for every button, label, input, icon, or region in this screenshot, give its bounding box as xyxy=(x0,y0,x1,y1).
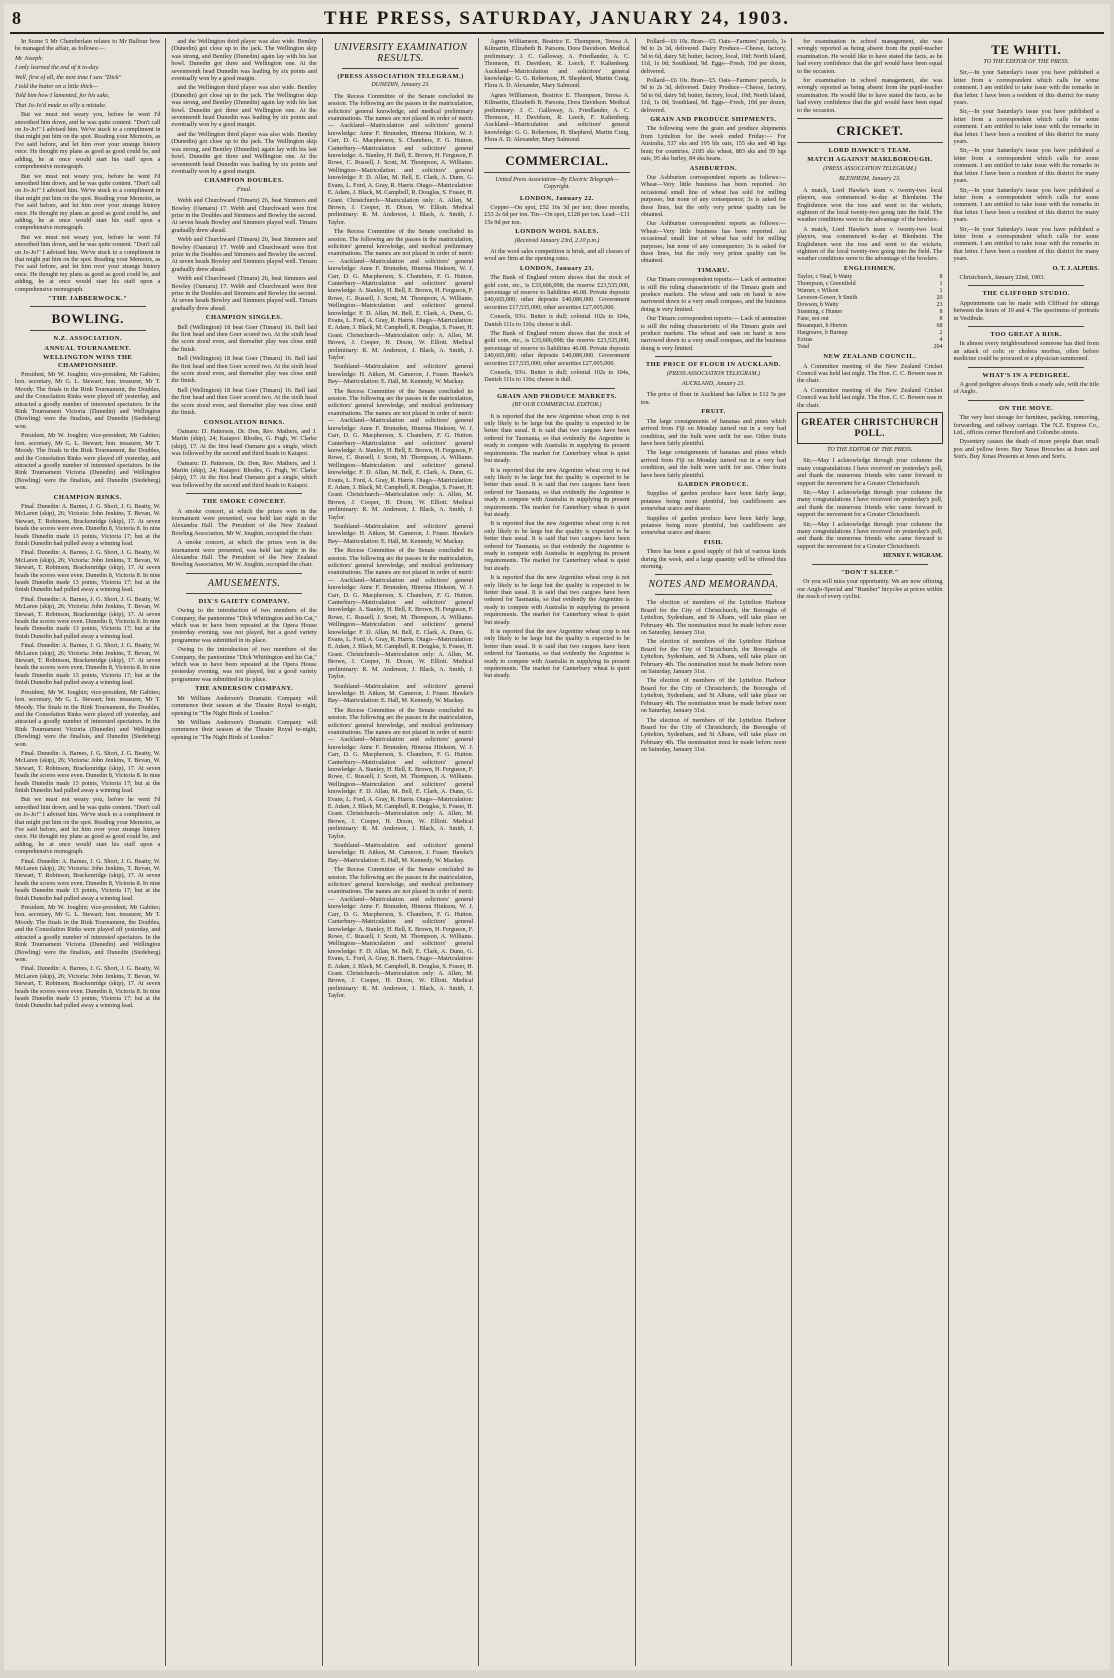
subheading: THE SMOKE CONCERT. xyxy=(202,498,286,506)
column-4 xyxy=(479,38,635,1666)
verse-line: I only learned the end of it to-day. xyxy=(15,64,100,72)
article-body: and the Wellington third player was also wide. Bentley (Dunedin) got close up to the jack. The Wellington skip was strong, and Bentley (Dunedin) again lay with his last bowl. Dunedin got three and Wellington one. At the seventeenth head Dunedin was leading by six points and eventually won by a good margin. xyxy=(171,38,317,83)
advert-body: Or you will miss your opportunity. We are now offering our Anglo-Special and "Rumber" bicycles at prices within the reach of every cyclist. xyxy=(797,578,943,600)
article-body: A smoke concert, at which the prizes won in the tournament were presented, was held last night in the Alexandra Hall. The President of the New Zealand Bowling Association, Mr W. Joughin, occupied the chair. xyxy=(171,539,317,569)
subheading: MATCH AGAINST MARLBOROUGH. xyxy=(807,156,933,164)
table-row xyxy=(797,288,942,295)
article-body: The Bank of England return shows that the stock of gold coin, etc., is £33,606,098; the reserve £23,535,000, percentage of reserve to liabilities 46.08. Private deposits £40,665,000; other deposits £40,086,000. Government securities £17,535,000; other securities £27,005,000. xyxy=(484,330,630,367)
article-body: The price of flour in Auckland has fallen to £12 5s per ton. xyxy=(640,391,787,406)
article-body: Southland—Matriculation and solicitors' general knowledge: H. Aitken, M. Cameron, J. Fraser. Hawke's Bay—Matriculation: E. Hall, M. Kennedy, W. Mackay. xyxy=(327,522,474,545)
subheading: THE PRICE OF FLOUR IN AUCKLAND. xyxy=(645,361,781,369)
article-body: The Recess Committee of the Senate concluded its session. The following are the passes in the matriculation, solicitors' general knowledge, and medical preliminary examinations. The names are not placed in order of merit:— Auckland—Matriculation and solicitors' general knowledge: Anne F. Brunsden, Hinerua Hinkson, W. J. Carr, D. G. Macpherson, S. Chambers, F. G. Hutton. Canterbury—Matriculation and solicitors' general knowledge: A. Stanley, H. Bell, E. Brown, H. Ferguson, F. Rowe, C. Russell, J. Scott, M. Thompson, A. Williams. Wellington—Matriculation and solicitors' general knowledge: F. D. Allan, M. Bell, E. Clark, A. Dunn, G. Evans, L. Ford, A. Gray, R. Harris. Otago—Matriculation: E. Adam, J. Black, M. Campbell, R. Douglas, S. Fraser, H. Grant. Christchurch—Matriculation only: A. Allen, M. Brown, J. Cooper, H. Dixon, W. Elliott. Medical preliminary: R. M. Anderson, J. Black, A. Smith, J. Taylor. xyxy=(327,866,474,1000)
scorecard-title: ENGLISHMEN. xyxy=(843,264,896,272)
letter-body: Sir,—In your Saturday's issue you have published a letter from a correspondent which calls for some comment. I am entitled to take issue with the remarks in that letter. I have been a resident of this district for many years. xyxy=(953,186,1099,224)
article-body: President, Mr W. Joughin; vice-president, Mr Gabites; hon. secretary, Mr G. L. Stewart; hon. treasurer, Mr T. Moody. The finals in the Rink Tournament, the Doubles, and the Consolation Rinks were played off yesterday, and attracted a goodly number of interested spectators. In the Rink Tournament Victoria (Dunedin) and Wellington (Bowling) were the finalists, and Dunedin (Siedeberg) won. xyxy=(15,432,161,492)
article-body: Consols, 93¼. Butter is dull; colonial 102s to 104s, Danish 111s to 116s; cheese is dull. xyxy=(484,313,630,328)
article-body: Our Timaru correspondent reports:— Lack of animation is still the ruling characteristic of the Timaru grain and produce markets. The wheat and oats on hand is now narrowed down to a very small compass, and the business doing is very limited. xyxy=(640,276,787,313)
batsman-name: Hargreave, b Burnup xyxy=(797,330,848,337)
section-heading: UNIVERSITY EXAMINATION RESULTS. xyxy=(333,42,468,64)
article-body: Webb and Churchward (Timaru) 26, beat Simmers and Bowley (Oamaru) 17. Webb and Churchward were first prize in the Doubles and Simmers and Bowley the second. At seven heads Bowley and Simmers played well. Timaru gradually drew ahead. xyxy=(171,275,317,312)
article-body: The election of members of the Lyttelton Harbour Board for the City of Christchurch, the Boroughs of Lyttelton, Sydenham, and St Albans, will take place on February 4th. The nomination must be made before noon on Saturday, January 31st. xyxy=(640,599,787,637)
article-body: A Committee meeting of the New Zealand Cricket Council was held last night. The Hon. C. C. Bowen was in the chair. xyxy=(797,386,943,409)
article-body: But we must not weary you, before he went I'd smoothed him down, and he was quite content. "Don't call on Jo-Jo!" I advised him. We've stuck to a compliment in that might put him on the spot. Reading your Memoirs, as I've said before, and let him over your strange history once. He thought my plans as good as good could be, and adding, he at once would start his staff upon a comprehensive monograph. xyxy=(15,796,161,856)
article-body: The Recess Committee of the Senate concluded its session. The following are the passes in the matriculation, solicitors' general knowledge, and medical preliminary examinations. The names are not placed in order of merit:— Auckland—Matriculation and solicitors' general knowledge: Anne F. Brunsden, Hinerua Hinkson, W. J. Carr, D. G. Macpherson, S. Chambers, F. G. Hutton. Canterbury—Matriculation and solicitors' general knowledge: A. Stanley, H. Bell, E. Brown, H. Ferguson, F. Rowe, C. Russell, J. Scott, M. Thompson, A. Williams. Wellington—Matriculation and solicitors' general knowledge: F. D. Allan, M. Bell, E. Clark, A. Dunn, G. Evans, L. Ford, A. Gray, R. Harris. Otago—Matriculation: E. Adam, J. Black, M. Campbell, R. Douglas, S. Fraser, H. Grant. Christchurch—Matriculation only: A. Allen, M. Brown, J. Cooper, H. Dixon, W. Elliott. Medical preliminary: R. M. Anderson, J. Black, A. Smith, J. Taylor. xyxy=(327,92,474,226)
advert-body: In almost every neighbourhood someone has died from an attack of colic or cholera morbus, often before medicine could be procured or a physician summoned. xyxy=(953,340,1099,363)
subheading: (Received January 23rd, 2.10 p.m.) xyxy=(514,237,600,244)
advert-heading: WHAT'S IN A PEDIGREE. xyxy=(982,371,1071,379)
advert-body: Appointments can be made with Clifford for sittings between the hours of 10 and 4. The specimens of portraits in Vestibule. xyxy=(953,299,1099,322)
subheading: CHAMPION DOUBLES. xyxy=(204,177,284,185)
divider xyxy=(484,172,629,173)
article-body: Sir,—May I acknowledge through your columns the many congratulations I have received on yesterday's poll, and thank the numerous friends who came forward to support the movement for a Greater Christchurch. xyxy=(797,457,943,487)
article-body: Webb and Churchward (Timaru) 26, beat Simmers and Bowley (Oamaru) 17. Webb and Churchward were first prize in the Doubles and Simmers and Bowley the second. At seven heads Bowley and Simmers played well. Timaru gradually drew ahead. xyxy=(171,197,317,234)
batsman-name: Fane, not out xyxy=(797,316,829,323)
divider xyxy=(812,564,928,565)
article-body: The election of members of the Lyttelton Harbour Board for the City of Christchurch, the Boroughs of Lyttelton, Sydenham, and St Albans, will take place on February 4th. The nomination must be made before noon on Saturday, January 31st. xyxy=(640,638,787,676)
article-body: Our Timaru correspondent reports:— Lack of animation is still the ruling characteristic of the Timaru grain and produce markets. The wheat and oats on hand is now narrowed down to a very small compass, and the business doing is very limited. xyxy=(640,315,787,352)
section-heading: CRICKET. xyxy=(836,123,904,139)
subheading: NEW ZEALAND COUNCIL. xyxy=(823,353,917,361)
verse-line: That Jo-Jo'd made so silly a mistake. xyxy=(15,101,107,109)
column-2 xyxy=(166,38,322,1666)
dateline: DUNEDIN, January 23. xyxy=(371,82,430,89)
subheading: TIMARU. xyxy=(697,266,730,274)
total-runs: 204 xyxy=(933,344,943,351)
divider xyxy=(968,400,1084,401)
article-body: There has been a good supply of fish of various kinds during the week, and a large quantity will be offered this morning. xyxy=(640,548,787,570)
runs: 4 xyxy=(939,337,943,344)
article-body: Southland—Matriculation and solicitors' general knowledge: H. Aitken, M. Cameron, J. Fraser. Hawke's Bay—Matriculation: E. Hall, M. Kennedy, W. Mackay. xyxy=(327,682,474,705)
total-label: Total xyxy=(797,344,810,351)
article-body: At the wool sales competition is brisk, and all classes of wool are firm at the opening rates. xyxy=(484,247,630,263)
table-row xyxy=(797,295,942,302)
verse-line: Told him how I lamented, for his sake, xyxy=(15,92,110,100)
batsman-name: Dowson, b Watty xyxy=(797,302,839,309)
article-body: Sir,—May I acknowledge through your columns the many congratulations I have received on yesterday's poll, and thank the numerous friends who came forward to support the movement for a Greater Christchurch. xyxy=(797,520,943,550)
article-body: The Recess Committee of the Senate concluded its session. The following are the passes in the matriculation, solicitors' general knowledge, and medical preliminary examinations. The names are not placed in order of merit:— Auckland—Matriculation and solicitors' general knowledge: Anne F. Brunsden, Hinerua Hinkson, W. J. Carr, D. G. Macpherson, S. Chambers, F. G. Hutton. Canterbury—Matriculation and solicitors' general knowledge: A. Stanley, H. Bell, E. Brown, H. Ferguson, F. Rowe, C. Russell, J. Scott, M. Thompson, A. Williams. Wellington—Matriculation and solicitors' general knowledge: F. D. Allan, M. Bell, E. Clark, A. Dunn, G. Evans, L. Ford, A. Gray, R. Harris. Otago—Matriculation: E. Adam, J. Black, M. Campbell, R. Douglas, S. Fraser, H. Grant. Christchurch—Matriculation only: A. Allen, M. Brown, J. Cooper, H. Dixon, W. Elliott. Medical preliminary: R. M. Anderson, J. Black, A. Smith, J. Taylor. xyxy=(327,387,474,521)
table-row xyxy=(797,281,942,288)
subheading: TO THE EDITOR OF THE PRESS. xyxy=(983,59,1069,65)
article-body: Oamaru: D. Patterson, Dr. Don, Rev. Mathers, and J. Martin (skip), 24; Kaiapoi: Rhodes, G. Pugh, W. Clarke (skip), 17. At the first head Oamaru got a single, which was followed by the second and third heads to Kaiapoi. xyxy=(171,459,317,489)
section-heading: NOTES AND MEMORANDA. xyxy=(648,579,779,591)
verse-line: Mr Joseph: xyxy=(15,54,44,62)
batsman-name: Extras xyxy=(797,337,813,344)
article-body: and the Wellington third player was also wide. Bentley (Dunedin) got close up to the jack. The Wellington skip was strong, and Bentley (Dunedin) again lay with his last bowl. Dunedin got three and Wellington one. At the seventeenth head Dunedin was leading by six points and eventually won by a good margin. xyxy=(171,84,317,129)
divider xyxy=(499,388,615,389)
article-body: Southland—Matriculation and solicitors' general knowledge: H. Aitken, M. Cameron, J. Fraser. Hawke's Bay—Matriculation: E. Hall, M. Kennedy, W. Mackay. xyxy=(327,363,474,386)
section-heading: COMMERCIAL. xyxy=(505,152,609,168)
article-body: Sir,—May I acknowledge through your columns the many congratulations I have received on yesterday's poll, and thank the numerous friends who came forward to support the movement for a Greater Christchurch. xyxy=(797,489,943,519)
article-body: The large consignments of bananas and pines which arrived from Fiji on Monday turned out in a very bad condition, and the bulk were unfit for use. Other fruits have been fairly plentiful. xyxy=(640,417,787,447)
article-body: Mr William Anderson's Dramatic Company will commence their season at the Theatre Royal to-night, opening in "The Night Birds of London." xyxy=(171,718,317,741)
divider xyxy=(30,306,146,307)
advert-body: Dysentery causes the death of more people than small pox and yellow fever. Buy Xmas Brooches at Jones and Son's. Buy Xmas Presents at Jones and Son's. xyxy=(953,438,1099,461)
subheading: Final. xyxy=(236,186,252,193)
subheading: DIX'S GAIETY COMPANY. xyxy=(198,597,290,605)
subheading: LORD HAWKE'S TEAM. xyxy=(828,147,912,155)
letter-date: Christchurch, January 22nd, 1903. xyxy=(959,273,1045,281)
poem-heading: "THE JABBERWOCK." xyxy=(48,295,128,302)
article-body: Copper—On spot, £52 16s 3d per ton; three months, £53 2s 6d per ton. Tin—On spot, £128 per ton. Lead—£11 15s 9d per ton. xyxy=(484,203,630,226)
advert-heading: "DON'T SLEEP." xyxy=(840,568,899,576)
article-body: It is reported that the new Argentine wheat crop is not only likely to be large but the quality is expected to be better than usual. It is said that two cargoes have been ordered for Tasmania, so that evidently the Argentine is ready to compete with Australia in supplying its present requirements. The market for Canterbury wheat is quiet but steady. xyxy=(484,520,630,572)
article-body: for examination in school management, she was wrongly reported as being absent from the pupil-teacher examination. He would like to have stated the facts, as he had every confidence that the girl would have been equal to the occasion. xyxy=(797,38,943,75)
article-body: Webb and Churchward (Timaru) 26, beat Simmers and Bowley (Oamaru) 17. Webb and Churchward were first prize in the Doubles and Simmers and Bowley the second. At seven heads Bowley and Simmers played well. Timaru gradually drew ahead. xyxy=(171,236,317,273)
subheading: GRAIN AND PRODUCE SHIPMENTS. xyxy=(650,116,777,124)
article-body: The election of members of the Lyttelton Harbour Board for the City of Christchurch, the Boroughs of Lyttelton, Sydenham, and St Albans, will take place on February 4th. The nomination must be made before noon on Saturday, January 31st. xyxy=(640,716,787,754)
subheading: GRAIN AND PRODUCE MARKETS. xyxy=(497,392,617,400)
article-body: Our Ashburton correspondent reports as follows:— Wheat—Very little business has been reported. An occasional small line of wheat has sold for milling purposes, but none of any consequence; 3s is asked for these lines, but the only very prime quality can be obtained. xyxy=(640,220,787,265)
divider xyxy=(186,493,302,494)
article-lead: In Scene 5 Mr Chamberlain relates to Mr Balfour how he managed the affair, as follows:— xyxy=(15,38,161,53)
subheading: CHAMPION SINGLES. xyxy=(205,314,283,322)
runs: 68 xyxy=(936,323,943,330)
divider xyxy=(30,330,146,331)
column-5 xyxy=(636,38,792,1666)
article-body: The following were the grain and produce shipments from Lyttelton for the week ended Friday:— For Australia, 537 sks and 195 bls oats, 155 sks and 48 bgs bran; for countries, 2185 sks wheat, 883 sks and 59 bgs oats, 95 sks barley, 84 sks beans. xyxy=(640,125,787,163)
batsman-name: Warner, c Wilson xyxy=(797,288,839,295)
divider xyxy=(968,326,1084,327)
advert-body: A good pedigree always finds a ready sale, with the title of Anglo. xyxy=(953,381,1099,396)
table-row xyxy=(797,302,942,309)
section-heading: BOWLING. xyxy=(51,311,124,327)
batsman-name: Thompson, c Greenfield xyxy=(797,281,856,288)
dateline: BLENHEIM, January 23. xyxy=(839,176,901,183)
article-body: Bell (Wellington) 18 beat Goer (Timaru) 16. Bell laid the first head and then Goer scored two. At the sixth head the score stood even, and thereafter play was close until the finish. xyxy=(171,355,317,385)
subheading: GARDEN PRODUCE. xyxy=(677,480,749,488)
section-heading: GREATER CHRISTCHURCH POLL. xyxy=(801,418,939,439)
letter-body: Sir,—In your Saturday's issue you have published a letter from a correspondent which calls for some comment. I am entitled to take issue with the remarks in that letter. I have been a resident of this district for many years. xyxy=(953,147,1099,185)
column-1 xyxy=(10,38,166,1666)
table-row xyxy=(797,337,942,344)
divider xyxy=(186,573,302,574)
column-3 xyxy=(323,38,479,1666)
article-body: It is reported that the new Argentine wheat crop is not only likely to be large but the quality is expected to be better than usual. It is said that two cargoes have been ordered for Tasmania, so that evidently the Argentine is ready to compete with Australia in supplying its present requirements. The market for Canterbury wheat is quiet but steady. xyxy=(484,574,630,626)
divider xyxy=(655,574,771,575)
divider xyxy=(797,118,942,119)
article-body: Final. Dunedin: A. Barnes, J. G. Short, J. G. Beatty, W. McLaren (skip), 26; Victoria: John Jenkins, T. Bevan, W. Stewart, T. Robinson, Brackenridge (skip), 17. At seven heads the scores were even. Dunedin 8, Victoria 8. In nine heads Dunedin made 13 points, Victoria 17; but at the finish Dunedin had pulled away a winning lead. xyxy=(15,642,161,687)
letter-body: Sir,—In your Saturday's issue you have published a letter from a correspondent which calls for some comment. I am entitled to take issue with the remarks in that letter. I have been a resident of this district for many years. xyxy=(953,225,1099,263)
article-body: A Committee meeting of the New Zealand Cricket Council was held last night. The Hon. C. C. Bowen was in the chair. xyxy=(797,362,943,385)
verse-line: Well, first of all, the next time I saw "Dick" xyxy=(15,73,122,81)
letter-body: Sir,—In your Saturday's issue you have published a letter from a correspondent which calls for some comment. I am entitled to take issue with the remarks in that letter. I have been a resident of this district for many years. xyxy=(953,108,1099,146)
subheading: United Press Association—By Electric Telegraph—Copyright. xyxy=(495,176,619,191)
divider xyxy=(655,594,771,595)
divider xyxy=(797,142,942,143)
article-body: But we must not weary you, before he went I'd smoothed him down, and he was quite content. "Don't call on Jo-Jo!" I advised him. We've stuck to a compliment in that might put him on the spot. Reading your Memoirs, as I've said before, and let him over your strange history once. He thought my plans as good as good could be, and adding, he at once would start his staff upon a comprehensive monograph. xyxy=(15,172,161,232)
section-heading: AMUSEMENTS. xyxy=(207,577,281,589)
runs: 23 xyxy=(936,302,943,309)
article-body: Final. Dunedin: A. Barnes, J. G. Short, J. G. Beatty, W. McLaren (skip), 26; Victoria: John Jenkins, T. Bevan, W. Stewart, T. Robinson, Brackenridge (skip), 17. At seven heads the scores were even. Dunedin 8, Victoria 8. In nine heads Dunedin made 13 points, Victoria 17; but at the finish Dunedin had pulled away a winning lead. xyxy=(15,595,161,640)
divider xyxy=(342,68,458,69)
subheading: WELLINGTON WINS THE CHAMPIONSHIP. xyxy=(43,354,133,369)
letter-signature: HENRY F. WIGRAM. xyxy=(883,552,943,560)
article-body: A match, Lord Hawke's team v. twenty-two local players, was commenced to-day at Blenheim. The Englishmen won the toss and went to the wickets, eighteen of the local twenty-two going into the field. The weather conditions were to the advantage of the bowlers. xyxy=(797,225,943,263)
section-heading: TE WHITI. xyxy=(991,42,1062,57)
article-body: Supplies of garden produce have been fairly large, potatoes being more plentiful, but cauliflowers are somewhat scarce and dearer. xyxy=(640,514,787,537)
advert-heading: ON THE MOVE. xyxy=(999,404,1054,412)
article-body: Southland—Matriculation and solicitors' general knowledge: H. Aitken, M. Cameron, J. Fraser. Hawke's Bay—Matriculation: E. Hall, M. Kennedy, W. Mackay. xyxy=(327,842,474,864)
divider xyxy=(186,593,302,594)
dateline: LONDON, January 22. xyxy=(519,194,595,202)
scorecard-table xyxy=(797,274,942,351)
verse-line: I told the butter on a little thick— xyxy=(15,83,99,91)
letter-body: Sir,—In your Saturday's issue you have published a letter from a correspondent which calls for some comment. I am entitled to take issue with the remarks in that letter. I have been a resident of this district for many years. xyxy=(953,69,1099,107)
poll-heading-box xyxy=(797,412,942,444)
subheading: ANNUAL TOURNAMENT. xyxy=(44,344,132,352)
runs: 20 xyxy=(936,295,943,302)
subheading: TO THE EDITOR OF THE PRESS. xyxy=(827,447,913,453)
article-body: President, Mr W. Joughin; vice-president, Mr Gabites; hon. secretary, Mr G. L. Stewart; hon. treasurer, Mr T. Moody. The finals in the Rink Tournament, the Doubles, and the Consolation Rinks were played off yesterday, and attracted a goodly number of interested spectators. In the Rink Tournament Victoria (Dunedin) and Wellington (Bowling) were the finalists, and Dunedin (Siedeberg) won. xyxy=(15,688,161,748)
article-body: Bell (Wellington) 18 beat Goer (Timaru) 16. Bell laid the first head and then Goer scored two. At the sixth head the score stood even, and thereafter play was close until the finish. xyxy=(171,386,317,417)
divider xyxy=(968,285,1084,286)
runs: 1 xyxy=(939,281,943,288)
article-body: The Recess Committee of the Senate concluded its session. The following are the passes in the matriculation, solicitors' general knowledge, and medical preliminary examinations. The names are not placed in order of merit:— Auckland—Matriculation and solicitors' general knowledge: Anne F. Brunsden, Hinerua Hinkson, W. J. Carr, D. G. Macpherson, S. Chambers, F. G. Hutton. Canterbury—Matriculation and solicitors' general knowledge: A. Stanley, H. Bell, E. Brown, H. Ferguson, F. Rowe, C. Russell, J. Scott, M. Thompson, A. Williams. Wellington—Matriculation and solicitors' general knowledge: F. D. Allan, M. Bell, E. Clark, A. Dunn, G. Evans, L. Ford, A. Gray, R. Harris. Otago—Matriculation: E. Adam, J. Black, M. Campbell, R. Douglas, S. Fraser, H. Grant. Christchurch—Matriculation only: A. Allen, M. Brown, J. Cooper, H. Dixon, W. Elliott. Medical preliminary: R. M. Anderson, J. Black, A. Smith, J. Taylor. xyxy=(327,547,474,681)
subheading: FRUIT. xyxy=(701,408,726,416)
runs: 8 xyxy=(939,316,943,323)
table-row xyxy=(797,330,942,337)
divider xyxy=(655,356,771,357)
runs: 8 xyxy=(939,274,943,281)
subheading: LONDON WOOL SALES. xyxy=(515,228,599,236)
subheading: (PRESS ASSOCIATION TELEGRAM.) xyxy=(337,73,464,80)
article-body: Oamaru: D. Patterson, Dr. Don, Rev. Mathers, and J. Martin (skip), 24; Kaiapoi: Rhodes, G. Pugh, W. Clarke (skip), 17. At the first head Oamaru got a single, which was followed by the second and third heads to Kaiapoi. xyxy=(171,427,317,458)
article-body: Agnes Williamson, Beatrice E. Thompson, Teresa A. Kilmartin, Elizabeth B. Parsons, Dora Davidson. Medical preliminary: J. C. Galloway, A. Friedlander, A. C. Thomson, H. Davidson, R. Leech, F. Kaltenberg. Auckland—Matriculation and solicitors' general knowledge: G. G. Robertson, H. Shepherd, Martin Craig, Flora A. D. Alexander, Mary Salmond. xyxy=(484,38,630,90)
article-body: Final. Dunedin: A. Barnes, J. G. Short, J. G. Beatty, W. McLaren (skip), 26; Victoria: John Jenkins, T. Bevan, W. Stewart, T. Robinson, Brackenridge (skip), 17. At seven heads the scores were even. Dunedin 8, Victoria 8. In nine heads Dunedin made 13 points, Victoria 17; but at the finish Dunedin had pulled away a winning lead. xyxy=(15,857,161,902)
column-6 xyxy=(792,38,948,1666)
table-row xyxy=(797,316,942,323)
subheading: CHAMPION RINKS. xyxy=(53,493,122,501)
article-body: for examination in school management, she was wrongly reported as being absent from the pupil-teacher examination. He would like to have stated the facts, as he had every confidence that the girl would have been equal to the occasion. xyxy=(797,77,943,114)
advert-heading: TOO GREAT A RISK. xyxy=(990,331,1063,338)
masthead xyxy=(10,8,1104,34)
article-body: The Bank of England return shows that the stock of gold coin, etc., is £33,606,098; the reserve £23,535,000, percentage of reserve to liabilities 46.08. Private deposits £40,665,000; other deposits £40,086,000. Government securities £17,535,000; other securities £27,005,000. xyxy=(484,274,630,311)
article-body: The election of members of the Lyttelton Harbour Board for the City of Christchurch, the Boroughs of Lyttelton, Sydenham, and St Albans, will take place on February 4th. The nomination must be made before noon on Saturday, January 31st. xyxy=(640,677,787,715)
newspaper-page xyxy=(4,4,1110,1670)
article-body: Agnes Williamson, Beatrice E. Thompson, Teresa A. Kilmartin, Elizabeth B. Parsons, Dora Davidson. Medical preliminary: J. C. Galloway, A. Friedlander, A. C. Thomson, H. Davidson, R. Leech, F. Kaltenberg. Auckland—Matriculation and solicitors' general knowledge: G. G. Robertson, H. Shepherd, Martin Craig, Flora A. D. Alexander, Mary Salmond. xyxy=(484,91,630,144)
newspaper-title: THE PRESS, SATURDAY, JANUARY 24, 1903. xyxy=(323,8,791,29)
runs: 2 xyxy=(939,330,943,337)
dateline: AUCKLAND, January 23. xyxy=(681,381,745,388)
letter-signature: O. T. J. ALPERS. xyxy=(1052,264,1099,272)
article-body: Pollard—£6 10s. Bran—£5. Oats—Farmers' parcels, 1s 9d to 2s 3d, delivered. Dairy Produce—Cheese, factory, 5d to 6d, dairy 5d; butter, factory, local, 10d; North Island, 11d, 1s 0d; Southland, 9d. Eggs—Fresh, 10d per dozen, delivered. xyxy=(640,38,787,75)
subheading: N.Z. ASSOCIATION. xyxy=(53,335,123,343)
subheading: (PRESS ASSOCIATION TELEGRAM.) xyxy=(666,370,760,377)
batsman-name: Leveson-Gower, b Smith xyxy=(797,295,858,302)
subheading: FISH. xyxy=(703,538,724,546)
table-row xyxy=(797,309,942,316)
runs: 8 xyxy=(939,309,943,316)
article-body: But we must not weary you, before he went I'd smoothed him down, and he was quite content. "Don't call on Jo-Jo!" I advised him. We've stuck to a compliment in that might put him on the spot. Reading your Memoirs, as I've said before, and let him over your strange history once. He thought my plans as good as good could be, and adding, he at once would start his staff upon a comprehensive monograph. xyxy=(15,233,161,293)
column-grid xyxy=(10,38,1104,1666)
subheading: CONSOLATION RINKS. xyxy=(203,418,285,426)
column-7 xyxy=(949,38,1104,1666)
article-body: The Recess Committee of the Senate concluded its session. The following are the passes in the matriculation, solicitors' general knowledge, and medical preliminary examinations. The names are not placed in order of merit:— Auckland—Matriculation and solicitors' general knowledge: Anne F. Brunsden, Hinerua Hinkson, W. J. Carr, D. G. Macpherson, S. Chambers, F. G. Hutton. Canterbury—Matriculation and solicitors' general knowledge: A. Stanley, H. Bell, E. Brown, H. Ferguson, F. Rowe, C. Russell, J. Scott, M. Thompson, A. Williams. Wellington—Matriculation and solicitors' general knowledge: F. D. Allan, M. Bell, E. Clark, A. Dunn, G. Evans, L. Ford, A. Gray, R. Harris. Otago—Matriculation: E. Adam, J. Black, M. Campbell, R. Douglas, S. Fraser, H. Grant. Christchurch—Matriculation only: A. Allen, M. Brown, J. Cooper, H. Dixon, W. Elliott. Medical preliminary: R. M. Anderson, J. Black, A. Smith, J. Taylor. xyxy=(327,706,474,840)
article-body: A smoke concert, at which the prizes won in the tournament were presented, was held last night in the Alexandra Hall. The President of the New Zealand Bowling Association, Mr W. Joughin, occupied the chair. xyxy=(171,507,317,537)
article-body: Owing to the introduction of two members of the Company, the pantomime "Dick Whittington and his Cat," which was to have been repeated at the Opera House yesterday evening, was not played, but a good variety programme was submitted in its place. xyxy=(171,646,317,683)
article-body: It is reported that the new Argentine wheat crop is not only likely to be large but the quality is expected to be better than usual. It is said that two cargoes have been ordered for Tasmania, so that evidently the Argentine is ready to compete with Australia in supplying its present requirements. The market for Canterbury wheat is quiet but steady. xyxy=(484,412,630,465)
article-body: Final. Dunedin: A. Barnes, J. G. Short, J. G. Beatty, W. McLaren (skip), 26; Victoria: John Jenkins, T. Bevan, W. Stewart, T. Robinson, Brackenridge (skip), 17. At seven heads the scores were even. Dunedin 8, Victoria 8. In nine heads Dunedin made 13 points, Victoria 17; but at the finish Dunedin had pulled away a winning lead. xyxy=(15,749,161,794)
article-body: Final. Dunedin: A. Barnes, J. G. Short, J. G. Beatty, W. McLaren (skip), 26; Victoria: John Jenkins, T. Bevan, W. Stewart, T. Robinson, Brackenridge (skip), 17. At seven heads the scores were even. Dunedin 8, Victoria 8. In nine heads Dunedin made 13 points, Victoria 17; but at the finish Dunedin had pulled away a winning lead. xyxy=(15,965,161,1010)
batsman-name: Taylor, c Neal, b Watty xyxy=(797,274,853,281)
article-body: Consols, 93¼. Butter is dull; colonial 102s to 104s, Danish 111s to 116s; cheese is dull. xyxy=(484,369,630,384)
article-body: The Recess Committee of the Senate concluded its session. The following are the passes in the matriculation, solicitors' general knowledge, and medical preliminary examinations. The names are not placed in order of merit:— Auckland—Matriculation and solicitors' general knowledge: Anne F. Brunsden, Hinerua Hinkson, W. J. Carr, D. G. Macpherson, S. Chambers, F. G. Hutton. Canterbury—Matriculation and solicitors' general knowledge: A. Stanley, H. Bell, E. Brown, H. Ferguson, F. Rowe, C. Russell, J. Scott, M. Thompson, A. Williams. Wellington—Matriculation and solicitors' general knowledge: F. D. Allan, M. Bell, E. Clark, A. Dunn, G. Evans, L. Ford, A. Gray, R. Harris. Otago—Matriculation: E. Adam, J. Black, M. Campbell, R. Douglas, S. Fraser, H. Grant. Christchurch—Matriculation only: A. Allen, M. Brown, J. Cooper, H. Dixon, W. Elliott. Medical preliminary: R. M. Anderson, J. Black, A. Smith, J. Taylor. xyxy=(327,228,474,362)
article-body: It is reported that the new Argentine wheat crop is not only likely to be large but the quality is expected to be better than usual. It is said that two cargoes have been ordered for Tasmania, so that evidently the Argentine is ready to compete with Australia in supplying its present requirements. The market for Canterbury wheat is quiet but steady. xyxy=(484,466,630,518)
article-body: Bell (Wellington) 18 beat Goer (Timaru) 16. Bell laid the first head and then Goer scored two. At the sixth head the score stood even, and thereafter play was close until the finish. xyxy=(171,323,317,353)
advert-heading: THE CLIFFORD STUDIO. xyxy=(982,290,1070,298)
article-body: President, Mr W. Joughin; vice-president, Mr Gabites; hon. secretary, Mr G. L. Stewart; hon. treasurer, Mr T. Moody. The finals in the Rink Tournament, the Doubles, and the Consolation Rinks were played off yesterday, and attracted a goodly number of interested spectators. In the Rink Tournament Victoria (Dunedin) and Wellington (Bowling) were the finalists, and Dunedin (Siedeberg) won. xyxy=(15,371,161,430)
batsman-name: Bosanquet, b Horton xyxy=(797,323,847,330)
article-body: President, Mr W. Joughin; vice-president, Mr Gabites; hon. secretary, Mr G. L. Stewart; hon. treasurer, Mr T. Moody. The finals in the Rink Tournament, the Doubles, and the Consolation Rinks were played off yesterday, and attracted a goodly number of interested spectators. In the Rink Tournament Victoria (Dunedin) and Wellington (Bowling) were the finalists, and Dunedin (Siedeberg) won. xyxy=(15,904,161,963)
article-body: Mr William Anderson's Dramatic Company will commence their season at the Theatre Royal to-night, opening in "The Night Birds of London." xyxy=(171,694,317,717)
article-body: The large consignments of bananas and pines which arrived from Fiji on Monday turned out in a very bad condition, and the bulk were unfit for use. Other fruits have been fairly plentiful. xyxy=(640,449,787,479)
article-body: Owing to the introduction of two members of the Company, the pantomime "Dick Whittington and his Cat," which was to have been repeated at the Opera House yesterday evening, was not played, but a good variety programme was submitted in its place. xyxy=(171,607,317,644)
total-row xyxy=(797,344,942,351)
page-number: 8 xyxy=(12,8,21,28)
dateline: LONDON, January 23. xyxy=(519,264,595,272)
divider xyxy=(484,148,629,149)
article-body: A match, Lord Hawke's team v. twenty-two local players, was commenced to-day at Blenheim. The Englishmen won the toss and went to the wickets, eighteen of the local twenty-two going into the field. The weather conditions were to the advantage of the bowlers. xyxy=(797,186,943,224)
article-body: Supplies of garden produce have been fairly large, potatoes being more plentiful, but cauliflowers are somewhat scarce and dearer. xyxy=(640,490,787,513)
runs: 1 xyxy=(939,288,943,295)
article-body: and the Wellington third player was also wide. Bentley (Dunedin) got close up to the jack. The Wellington skip was strong, and Bentley (Dunedin) again lay with his last bowl. Dunedin got three and Wellington one. At the seventeenth head Dunedin was leading by six points and eventually won by a good margin. xyxy=(171,130,317,175)
article-body: It is reported that the new Argentine wheat crop is not only likely to be large but the quality is expected to be better than usual. It is said that two cargoes have been ordered for Tasmania, so that evidently the Argentine is ready to compete with Australia in supplying its present requirements. The market for Canterbury wheat is quiet but steady. xyxy=(484,628,630,680)
subheading: (PRESS ASSOCIATION TELEGRAM.) xyxy=(823,165,917,172)
advert-body: The very best storage for furniture, packing, removing, forwarding, and railway carriage. The N.Z. Express Co., Ltd., offices corner Hereford and Colombo streets. xyxy=(953,414,1099,437)
divider xyxy=(968,367,1084,368)
subheading: (BY OUR COMMERCIAL EDITOR.) xyxy=(512,402,602,409)
subheading: THE ANDERSON COMPANY. xyxy=(195,685,294,693)
subheading: ASHBURTON. xyxy=(689,164,738,172)
article-body: Final. Dunedin: A. Barnes, J. G. Short, J. G. Beatty, W. McLaren (skip), 26; Victoria: John Jenkins, T. Bevan, W. Stewart, T. Robinson, Brackenridge (skip), 17. At seven heads the scores were even. Dunedin 8, Victoria 8. In nine heads Dunedin made 13 points, Victoria 17; but at the finish Dunedin had pulled away a winning lead. xyxy=(15,502,161,547)
table-row xyxy=(797,323,942,330)
batsman-name: Stanning, c Hunter xyxy=(797,309,843,316)
article-body: Pollard—£6 10s. Bran—£5. Oats—Farmers' parcels, 1s 9d to 2s 3d, delivered. Dairy Produce—Cheese, factory, 5d to 6d, dairy 5d; butter, factory, local, 10d; North Island, 11d, 1s 0d; Southland, 9d. Eggs—Fresh, 10d per dozen, delivered. xyxy=(640,77,787,114)
article-body: Our Ashburton correspondent reports as follows:— Wheat—Very little business has been reported. An occasional small line of wheat has sold for milling purposes, but none of any consequence; 3s is asked for these lines, but the only very prime quality can be obtained. xyxy=(640,173,787,218)
article-body: But we must not weary you, before he went I'd smoothed him down, and he was quite content. "Don't call on Jo-Jo!" I advised him. We've stuck to a compliment in that might put him on the spot. Reading your Memoirs, as I've said before, and let him over your strange history once. He thought my plans as good as good could be, and adding, he at once would start his staff upon a comprehensive monograph. xyxy=(15,111,161,171)
article-body: Final. Dunedin: A. Barnes, J. G. Short, J. G. Beatty, W. McLaren (skip), 26; Victoria: John Jenkins, T. Bevan, W. Stewart, T. Robinson, Brackenridge (skip), 17. At seven heads the scores were even. Dunedin 8, Victoria 8. In nine heads Dunedin made 13 points, Victoria 17; but at the finish Dunedin had pulled away a winning lead. xyxy=(15,549,161,594)
